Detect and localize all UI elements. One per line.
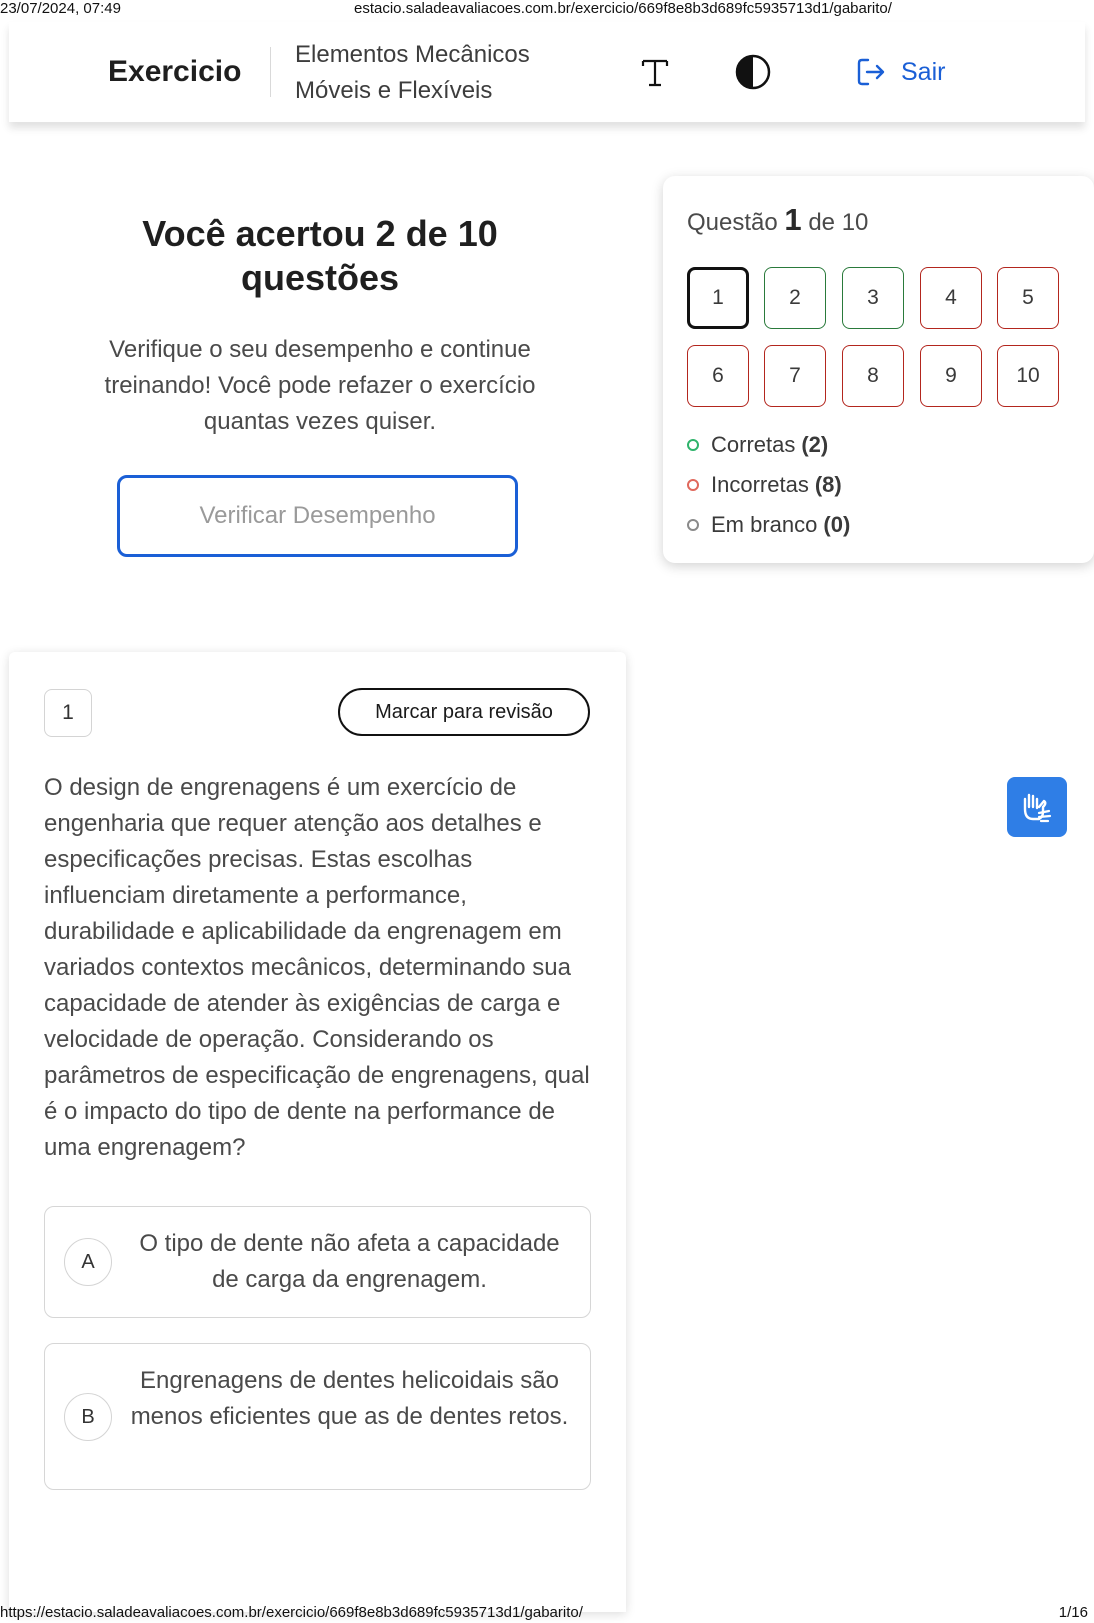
logout-button[interactable] [855, 52, 945, 92]
footer-url: https://estacio.saladeavaliacoes.com.br/exercicio/669f8e8b3d689fc5935713d1/gabarito/ [0, 1604, 583, 1621]
question-button-3[interactable]: 3 [842, 267, 904, 329]
logout-icon [855, 56, 887, 88]
correct-dot-icon [687, 439, 699, 451]
print-footer [0, 1604, 1094, 1623]
blank-dot-icon [687, 519, 699, 531]
question-counter [687, 202, 868, 238]
question-button-7[interactable]: 7 [764, 345, 826, 407]
question-button-6[interactable]: 6 [687, 345, 749, 407]
counter-prefix: Questão [687, 209, 778, 236]
legend-incorrect [687, 472, 842, 498]
question-button-8[interactable]: 8 [842, 345, 904, 407]
option-a-letter: A [64, 1238, 112, 1286]
question-button-4[interactable]: 4 [920, 267, 982, 329]
legend-blank-count: (0) [823, 512, 851, 537]
contrast-icon [733, 52, 773, 92]
legend-correct-label: Corretas [711, 432, 796, 457]
counter-suffix: de 10 [808, 209, 869, 236]
verify-performance-button[interactable]: Verificar Desempenho [117, 475, 518, 557]
question-button-1[interactable]: 1 [687, 267, 749, 329]
question-button-10[interactable]: 10 [997, 345, 1059, 407]
header-divider [270, 47, 271, 97]
incorrect-dot-icon [687, 479, 699, 491]
option-a[interactable] [44, 1206, 591, 1318]
question-navigator [663, 176, 1094, 563]
result-title: Você acertou 2 de 10 questões [142, 213, 498, 298]
text-size-icon [635, 52, 675, 92]
footer-page: 1/16 [1058, 1604, 1088, 1621]
legend-blank-label: Em branco [711, 512, 818, 537]
contrast-button[interactable] [733, 52, 773, 92]
question-button-2[interactable]: 2 [764, 267, 826, 329]
option-b-text: Engrenagens de dentes helicoidais são menos eficientes que as de dentes retos. [130, 1367, 569, 1430]
legend-blank [687, 512, 850, 538]
sign-language-button[interactable] [1007, 777, 1067, 837]
counter-current: 1 [784, 202, 802, 237]
legend-correct-count: (2) [801, 432, 829, 457]
question-card [9, 652, 626, 1612]
option-b-letter: B [64, 1393, 112, 1441]
sign-language-icon [1017, 787, 1057, 827]
option-a-text: O tipo de dente não afeta a capacidade de carga da engrenagem. [139, 1230, 560, 1293]
mark-for-review-button[interactable]: Marcar para revisão [338, 688, 590, 736]
app-header [9, 22, 1085, 122]
legend-incorrect-count: (8) [814, 472, 842, 497]
brand-title: Exercicio [108, 55, 242, 88]
question-button-9[interactable]: 9 [920, 345, 982, 407]
print-header [0, 0, 1094, 18]
subject-line-1: Elementos Mecânicos [295, 41, 530, 68]
question-number: 1 [44, 689, 92, 737]
option-b[interactable] [44, 1343, 591, 1490]
logout-label: Sair [901, 57, 946, 86]
legend-correct [687, 432, 828, 458]
result-summary [60, 212, 580, 440]
subject-title [295, 37, 595, 109]
legend-incorrect-label: Incorretas [711, 472, 809, 497]
font-size-button[interactable] [635, 52, 675, 92]
question-button-5[interactable]: 5 [997, 267, 1059, 329]
question-stem: O design de engrenagens é um exercício de engenharia que requer atenção aos detalhes e especificações precisas. Estas escolhas influenciam diretamente a performance, durabilidade e aplicabilidade da engrenagem em variados contextos mecânicos, determinando sua capacidade de atender às exigências de carga e velocidade de operação. Considerando os parâmetros de especificação de engrenagens, qual é o impacto do tipo de dente na performance de uma engrenagem? [44, 774, 590, 1161]
print-url: estacio.saladeavaliacoes.com.br/exercicio/669f8e8b3d689fc5935713d1/gabarito/ [354, 0, 892, 17]
print-datetime: 23/07/2024, 07:49 [0, 0, 121, 17]
subject-line-2: Móveis e Flexíveis [295, 77, 493, 104]
result-description: Verifique o seu desempenho e continue treinando! Você pode refazer o exercício quantas vezes quiser. [104, 336, 536, 435]
